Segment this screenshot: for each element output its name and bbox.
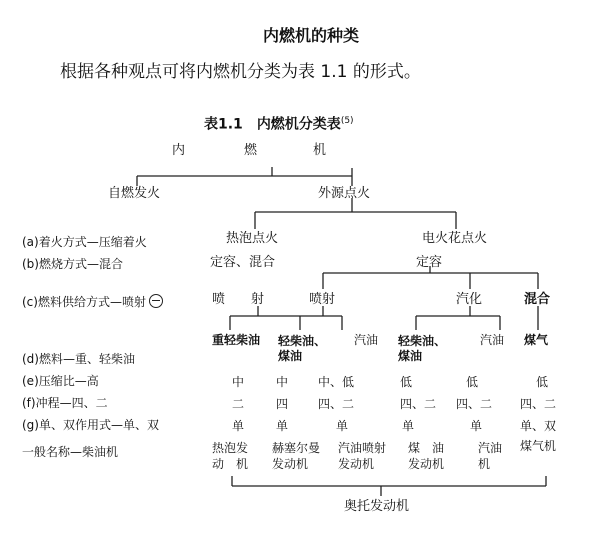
section-title: 内燃机的种类	[263, 26, 360, 45]
spark-ignition: 电火花点火	[422, 231, 488, 246]
criterion-e: (e)压缩比—高	[22, 374, 99, 388]
fuel-gasoline-2: 汽油	[480, 333, 505, 347]
acting-6: 单、双	[520, 419, 557, 433]
external-ignition: 外源点火	[318, 186, 371, 201]
stroke-1: 二	[232, 397, 245, 411]
acting-3: 单	[336, 419, 349, 433]
hot-bulb-ignition: 热泡点火	[226, 231, 279, 246]
compression-5: 低	[466, 375, 479, 389]
root-char-3: 机	[313, 143, 327, 158]
compression-6: 低	[536, 375, 549, 389]
fuel-light-diesel-kerosene-2: 轻柴油、 煤油	[398, 334, 447, 363]
table-caption-title: 内燃机分类表	[256, 116, 341, 133]
fuel-gasoline-1: 汽油	[354, 333, 379, 347]
root-char-2: 燃	[244, 143, 258, 158]
otto-engine: 奥托发动机	[344, 499, 410, 514]
supply-injection: 喷射	[309, 292, 336, 307]
stroke-5: 四、二	[456, 397, 493, 411]
name-kerosene-engine: 煤 油 发动机	[408, 441, 445, 471]
acting-4: 单	[402, 419, 415, 433]
stroke-6: 四、二	[520, 397, 557, 411]
acting-5: 单	[470, 419, 483, 433]
supply-carburetion: 汽化	[456, 292, 483, 307]
stroke-3: 四、二	[318, 397, 355, 411]
combustion-spark: 定容	[416, 255, 443, 270]
name-gasoline-injection-engine: 汽油喷射 发动机	[338, 441, 387, 471]
compression-2: 中	[276, 375, 289, 389]
criterion-f: (f)冲程—四、二	[22, 396, 108, 410]
supply-mixing: 混合	[524, 292, 551, 307]
compression-1: 中	[232, 375, 245, 389]
name-gasoline-engine: 汽油 机	[478, 441, 503, 471]
table-caption-ref: (5)	[340, 116, 354, 126]
compression-3: 中、低	[318, 375, 355, 389]
criterion-general-name: 一般名称—柴油机	[22, 445, 119, 459]
fuel-heavy-light-diesel: 重轻柴油	[212, 333, 261, 347]
criterion-c: (c)燃料供给方式—喷射	[22, 294, 163, 308]
name-gas-engine: 煤气机	[520, 439, 557, 453]
circle-minus-icon	[149, 294, 163, 308]
intro-paragraph: 根据各种观点可将内燃机分类为表 1.1 的形式。	[60, 62, 421, 82]
acting-2: 单	[276, 419, 289, 433]
criterion-b: (b)燃烧方式—混合	[22, 257, 123, 271]
table-caption-label: 表1.1	[204, 116, 243, 133]
supply-spray: 喷 射	[212, 292, 265, 307]
name-hesselman-engine: 赫塞尔曼 发动机	[272, 441, 321, 471]
fuel-light-diesel-kerosene-1: 轻柴油、 煤油	[278, 334, 327, 363]
root-char-1: 内	[172, 143, 186, 158]
combustion-hot-bulb: 定容、混合	[210, 255, 276, 270]
criterion-a: (a)着火方式—压缩着火	[22, 235, 147, 249]
stroke-2: 四	[276, 397, 289, 411]
acting-1: 单	[232, 419, 245, 433]
criterion-d: (d)燃料—重、轻柴油	[22, 352, 135, 366]
criterion-g: (g)单、双作用式—单、双	[22, 418, 159, 432]
fuel-gas: 煤气	[524, 333, 549, 347]
self-ignition: 自燃发火	[108, 186, 161, 201]
compression-4: 低	[400, 375, 413, 389]
stroke-4: 四、二	[400, 397, 437, 411]
name-hot-bulb-engine: 热泡发 动 机	[212, 441, 249, 471]
table-caption	[204, 117, 354, 132]
